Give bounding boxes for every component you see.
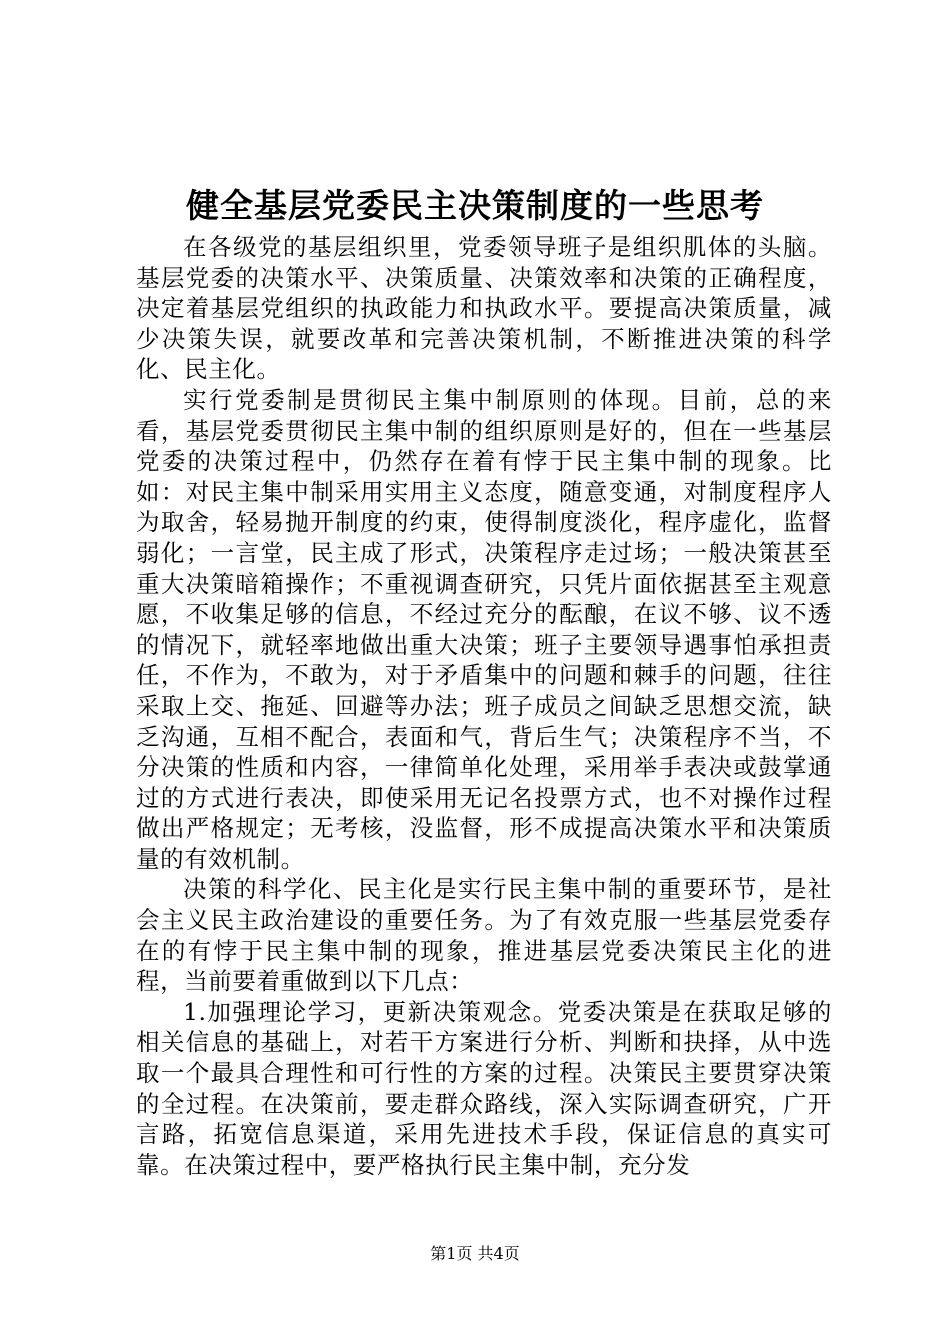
paragraph: 实行党委制是贯彻民主集中制原则的体现。目前，总的来看，基层党委贯彻民主集中制的组织原则是好的，但在一些基层党委的决策过程中，仍然存在着有悖于民主集中制的现象。比如：对民主集中制采用实用主义态度，随意变通，对制度程序人为取舍，轻易抛开制度的约束，使得制度淡化，程序虚化，监督弱化；一言堂，民主成了形式，决策程序走过场；一般决策甚至重大决策暗箱操作；不重视调查研究，只凭片面依据甚至主观意愿，不收集足够的信息，不经过充分的酝酿，在议不够、议不透的情况下，就轻率地做出重大决策；班子主要领导遇事怕承担责任，不作为，不敢为，对于矛盾集中的问题和棘手的问题，往往采取上交、拖延、回避等办法；班子成员之间缺乏思想交流，缺乏沟通，互相不配合，表面和气，背后生气；决策程序不当，不分决策的性质和内容，一律简单化处理，采用举手表决或鼓掌通过的方式进行表决，即使采用无记名投票方式，也不对操作过程做出严格规定；无考核，没监督，形不成提高决策水平和决策质量的有效机制。 (136, 385, 832, 873)
paragraph: 1.加强理论学习，更新决策观念。党委决策是在获取足够的相关信息的基础上，对若干方案进行分析、判断和抉择，从中选取一个最具合理性和可行性的方案的过程。决策民主要贯穿决策的全过程。在决策前，要走群众路线，深入实际调查研究，广开言路，拓宽信息渠道，采用先进技术手段，保证信息的真实可靠。在决策过程中，要严格执行民主集中制，充分发 (136, 997, 832, 1179)
document-title: 健全基层党委民主决策制度的一些思考 (186, 186, 764, 225)
paragraph: 在各级党的基层组织里，党委领导班子是组织肌体的头脑。基层党委的决策水平、决策质量、决策效率和决策的正确程度，决定着基层党组织的执政能力和执政水平。要提高决策质量，减少决策失误，就要改革和完善决策机制，不断推进决策的科学化、民主化。 (136, 233, 832, 384)
document-body (136, 232, 832, 1180)
page-footer: 第1页 共4页 (430, 1244, 520, 1263)
paragraph: 决策的科学化、民主化是实行民主集中制的重要环节，是社会主义民主政治建设的重要任务。为了有效克服一些基层党委存在的有悖于民主集中制的现象，推进基层党委决策民主化的进程，当前要着重做到以下几点： (136, 875, 832, 996)
